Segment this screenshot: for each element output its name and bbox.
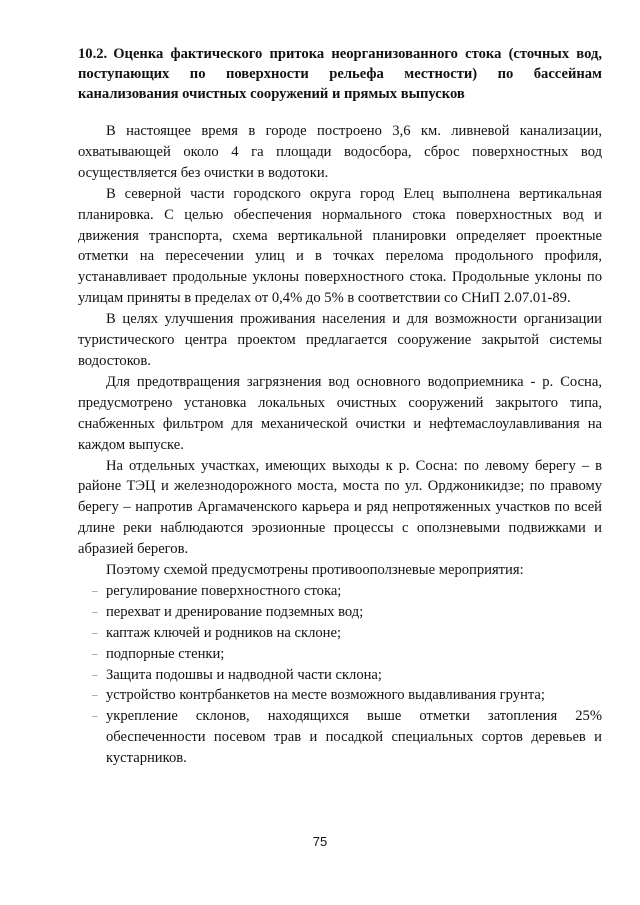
paragraph: Для предотвращения загрязнения вод основного водоприемника - р. Сосна, предусмотрено установка локальных очистных сооружений закрытого типа, снабженных фильтром для механической очистки и нефтемаслоулавливания на каждом выпуске. xyxy=(78,373,602,453)
paragraph: На отдельных участках, имеющих выходы к р. Сосна: по левому берегу – в районе ТЭЦ и железнодорожного моста, моста по ул. Орджоникидзе; по правому берегу – напротив Аргамаченского карьера и ряд непротяженных участков по всей длине реки наблюдаются эрозионные процессы с оползневыми подвижками и абразией берегов. xyxy=(78,457,602,558)
bullet-dash: – xyxy=(92,689,98,702)
body-text xyxy=(78,121,602,769)
list-item xyxy=(78,602,602,623)
list-item-text: каптаж ключей и родников на склоне; xyxy=(106,624,342,641)
list-item xyxy=(78,644,602,665)
list-item xyxy=(78,623,602,644)
list-item-text: устройство контрбанкетов на месте возможного выдавливания грунта; xyxy=(106,687,545,704)
section-number: 10.2. xyxy=(78,46,108,62)
bullet-dash: – xyxy=(92,584,98,597)
list-item-text: регулирование поверхностного стока; xyxy=(106,582,342,599)
list-item xyxy=(78,581,602,602)
measures-list xyxy=(78,581,602,769)
paragraph: В целях улучшения проживания населения и для возможности организации туристического центра проектом предлагается сооружение закрытой системы водостоков. xyxy=(78,311,602,369)
list-item-text: укрепление склонов, находящихся выше отметки затопления 25% обеспеченности посевом трав и посадкой специальных сортов деревьев и кустарников. xyxy=(106,708,602,767)
bullet-dash: – xyxy=(92,668,98,681)
list-item-text: перехват и дренирование подземных вод; xyxy=(106,603,364,620)
list-item-text: Защита подошвы и надводной части склона; xyxy=(106,666,382,683)
list-item-text: подпорные стенки; xyxy=(106,645,225,662)
page-number: 75 xyxy=(312,834,328,849)
list-item xyxy=(78,685,602,706)
paragraph: В настоящее время в городе построено 3,6 км. ливневой канализации, охватывающей около 4 га площади водосбора, сброс поверхностных вод осуществляется без очистки в водотоки. xyxy=(78,123,602,181)
section-heading xyxy=(78,44,602,104)
paragraph: В северной части городского округа город Елец выполнена вертикальная планировка. С целью обеспечения нормального стока поверхностных вод и движения транспорта, схема вертикальной планировки определяет проектные отметки на пересечении улиц и в точках перелома продольного профиля, устанавливает продольные уклоны поверхностного стока. Продольные уклоны по улицам приняты в пределах от 0,4% до 5% в соответствии со СНиП 2.07.01-89. xyxy=(78,185,602,307)
bullet-dash: – xyxy=(92,605,98,618)
list-item xyxy=(78,706,602,769)
bullet-dash: – xyxy=(92,626,98,639)
bullet-dash: – xyxy=(92,647,98,660)
list-item xyxy=(78,665,602,686)
paragraph: Поэтому схемой предусмотрены противооползневые мероприятия: xyxy=(106,562,524,579)
bullet-dash: – xyxy=(92,710,98,723)
section-title: Оценка фактического притока неорганизованного стока (сточных вод, поступающих по поверхности рельефа местности) по бассейнам канализования очистных сооружений и прямых выпусков xyxy=(78,46,602,102)
